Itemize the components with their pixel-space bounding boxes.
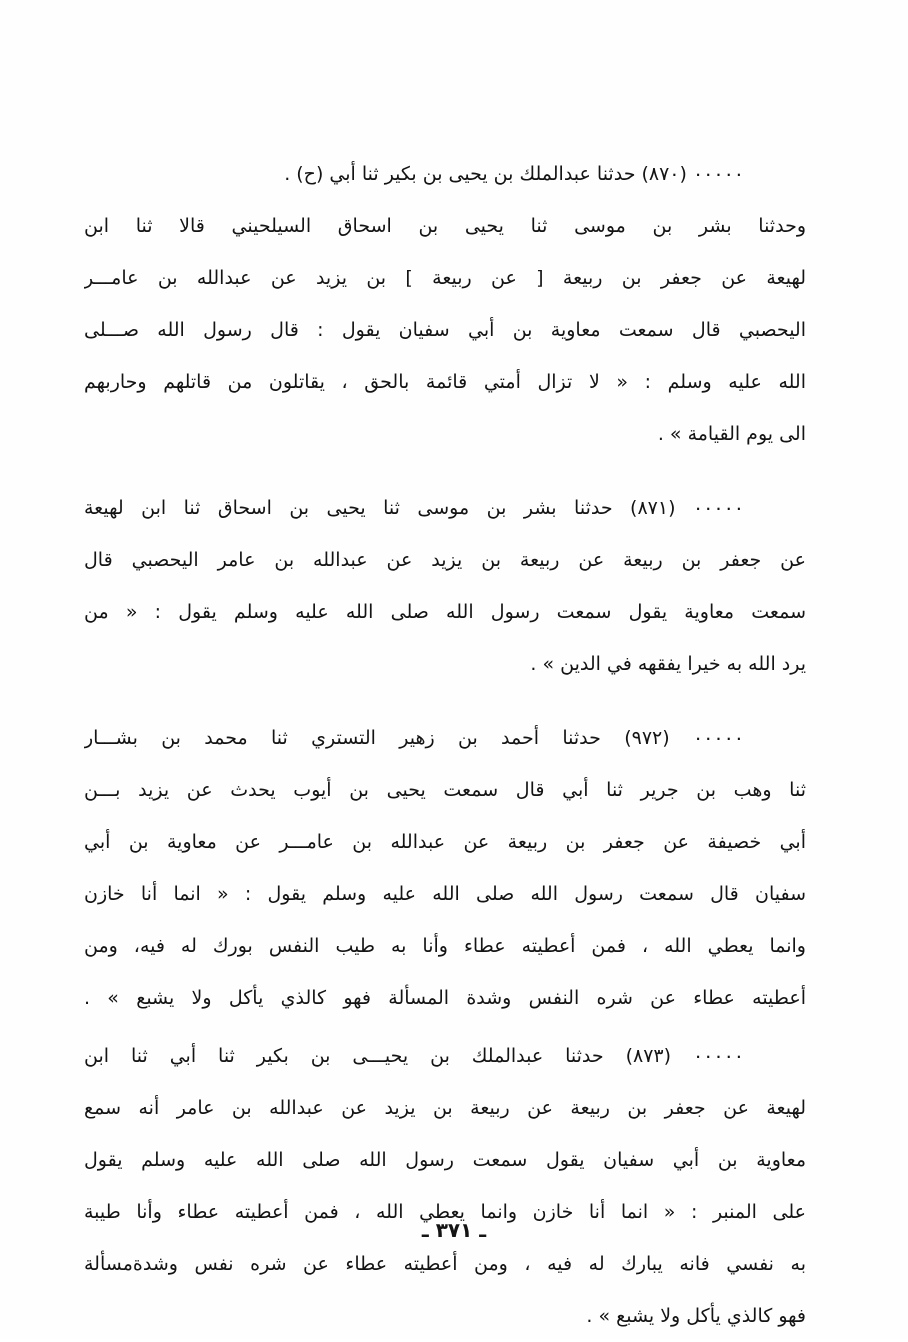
hadith-line: عن جعفر بن ربيعة عن ربيعة بن يزيد عن عبدالله بن عامر اليحصبي قال [84,549,806,571]
hadith-line: أبي خصيفة عن جعفر بن ربيعة عن عبدالله بن عامـــر عن معاوية بن أبي [84,831,806,853]
hadith-line: الله عليه وسلم : « لا تزال أمتي قائمة بالحق ، يقاتلون من قاتلهم وحاربهم [84,371,806,393]
hadith-line: ٠٠٠٠٠ (٨٧٠) حدثنا عبدالملك بن يحيى بن بكير ثنا أبي (ح) . [284,163,744,185]
hadith-line: ٠٠٠٠٠ (٨٧٣) حدثنا عبدالملك بن يحيـــى بن بكير ثنا أبي ثنا ابن [84,1045,744,1067]
paragraph-gap [84,460,806,482]
hadith-line: معاوية بن أبي سفيان يقول سمعت رسول الله صلى الله عليه وسلم يقول [84,1149,806,1171]
hadith-line: وانما يعطي الله ، فمن أعطيته عطاء وأنا به طيب النفس بورك له فيه، ومن [84,935,806,957]
hadith-873 [84,1030,806,1342]
hadith-line: سفيان قال سمعت رسول الله صلى الله عليه وسلم يقول : « انما أنا خازن [84,883,806,905]
hadith-871 [84,482,806,690]
page-body [84,148,806,1342]
hadith-line: وحدثنا بشر بن موسى ثنا يحيى بن اسحاق السيلحيني قالا ثنا ابن [84,215,806,237]
hadith-line: سمعت معاوية يقول سمعت رسول الله صلى الله عليه وسلم يقول : « من [84,601,806,623]
hadith-line: به نفسي فانه يبارك له فيه ، ومن أعطيته عطاء عن شره نفس وشدةمسألة [84,1253,806,1275]
hadith-line: لهيعة عن جعفر بن ربيعة [ عن ربيعة ] بن يزيد عن عبدالله بن عامـــر [84,267,806,289]
hadith-972 [84,712,806,1024]
hadith-line: على المنبر : « انما أنا خازن وانما يعطي الله ، فمن أعطيته عطاء وأنا طيبة [84,1201,806,1223]
hadith-870 [84,148,806,460]
hadith-line: فهو كالذي يأكل ولا يشبع » . [586,1305,806,1327]
hadith-line: الى يوم القيامة » . [657,423,806,445]
hadith-line: لهيعة عن جعفر بن ربيعة عن ربيعة بن يزيد عن عبدالله بن عامر أنه سمع [84,1097,806,1119]
hadith-line: يرد الله به خيرا يفقهه في الدين » . [530,653,806,675]
paragraph-gap [84,690,806,712]
hadith-line: ٠٠٠٠٠ (٩٧٢) حدثنا أحمد بن زهير التستري ثنا محمد بن بشـــار [84,727,744,749]
hadith-line: ٠٠٠٠٠ (٨٧١) حدثنا بشر بن موسى ثنا يحيى بن اسحاق ثنا ابن لهيعة [84,497,744,519]
hadith-line: ثنا وهب بن جرير ثنا أبي قال سمعت يحيى بن أيوب يحدث عن يزيد بـــن [84,779,806,801]
hadith-line: أعطيته عطاء عن شره النفس وشدة المسألة فهو كالذي يأكل ولا يشبع » . [84,987,806,1009]
page-number: ـ ٣٧١ ـ [421,1218,487,1242]
hadith-line: اليحصبي قال سمعت معاوية بن أبي سفيان يقول : قال رسول الله صـــلى [84,319,806,341]
